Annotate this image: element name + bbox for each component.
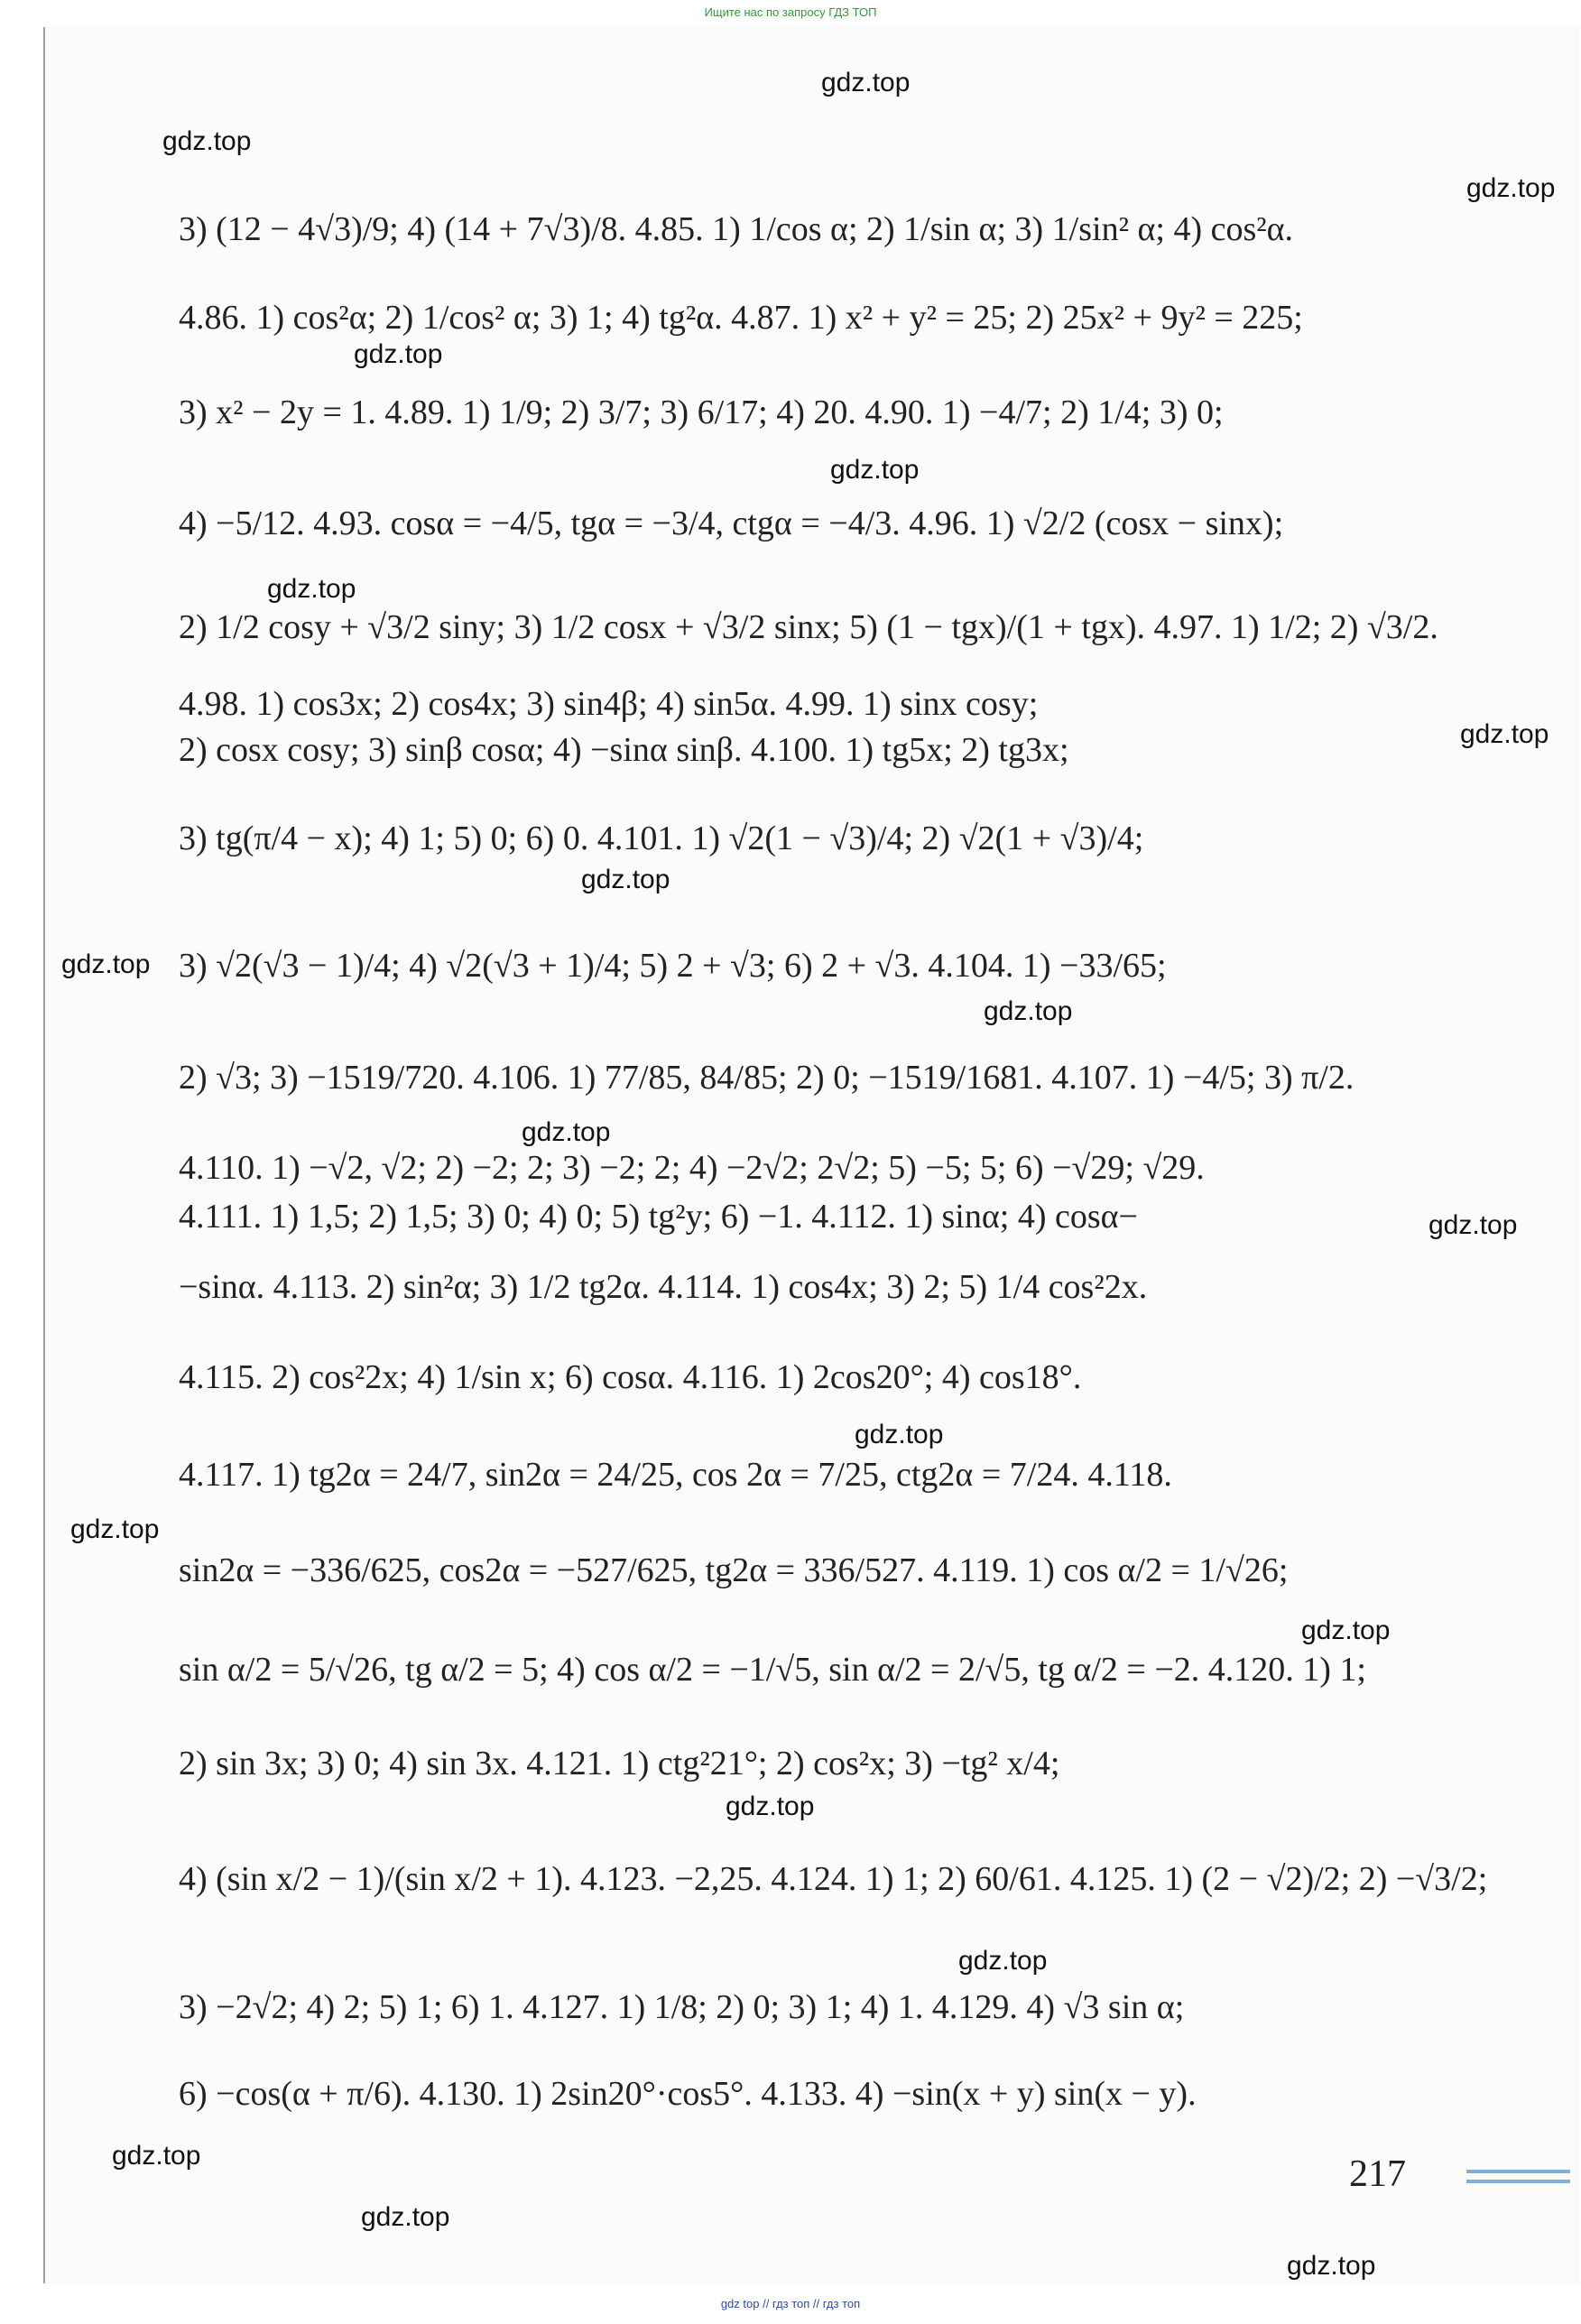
watermark: gdz.top [581, 865, 670, 894]
answer-line: 4.86. 1) cos²α; 2) 1/cos² α; 3) 1; 4) tg²α. 4.87. 1) x² + y² = 25; 2) 25x² + 9y² = 225; [179, 299, 1303, 337]
watermark: gdz.top [1460, 719, 1549, 749]
answer-line: 2) sin 3x; 3) 0; 4) sin 3x. 4.121. 1) ctg²21°; 2) cos²x; 3) −tg² x/4; [179, 1745, 1060, 1782]
answer-line: 4.98. 1) cos3x; 2) cos4x; 3) sin4β; 4) sin5α. 4.99. 1) sinx cosy; [179, 685, 1039, 723]
watermark: gdz.top [855, 1420, 944, 1449]
answer-line: 2) √3; 3) −1519/720. 4.106. 1) 77/85, 84/85; 2) 0; −1519/1681. 4.107. 1) −4/5; 3) π/2. [179, 1059, 1354, 1097]
watermark: gdz.top [821, 68, 911, 97]
watermark: gdz.top [361, 2202, 450, 2232]
watermark: gdz.top [162, 126, 252, 156]
watermark: gdz.top [830, 455, 920, 485]
answer-line: −sinα. 4.113. 2) sin²α; 3) 1/2 tg2α. 4.114. 1) cos4x; 3) 2; 5) 1/4 cos²2x. [179, 1268, 1148, 1306]
answer-line: 6) −cos(α + π/6). 4.130. 1) 2sin20°·cos5°. 4.133. 4) −sin(x + y) sin(x − y). [179, 2075, 1197, 2113]
watermark: gdz.top [112, 2141, 201, 2171]
answer-line: 3) (12 − 4√3)/9; 4) (14 + 7√3)/8. 4.85. 1) 1/cos α; 2) 1/sin α; 3) 1/sin² α; 4) cos²α. [179, 210, 1294, 248]
answer-line: 4.111. 1) 1,5; 2) 1,5; 3) 0; 4) 0; 5) tg²y; 6) −1. 4.112. 1) sinα; 4) cosα− [179, 1198, 1138, 1236]
answer-line: 3) √2(√3 − 1)/4; 4) √2(√3 + 1)/4; 5) 2 + √3; 6) 2 + √3. 4.104. 1) −33/65; [179, 947, 1167, 985]
answer-line: 4) −5/12. 4.93. cosα = −4/5, tgα = −3/4, ctgα = −4/3. 4.96. 1) √2/2 (cosx − sinx); [179, 505, 1284, 542]
watermark: gdz.top [70, 1514, 160, 1544]
answer-line: 4) (sin x/2 − 1)/(sin x/2 + 1). 4.123. −2,25. 4.124. 1) 1; 2) 60/61. 4.125. 1) (2 − √2)/2; 2) −√3/2; [179, 1860, 1488, 1898]
watermark: gdz.top [1466, 173, 1556, 203]
answer-line: 4.115. 2) cos²2x; 4) 1/sin x; 6) cosα. 4.116. 1) 2cos20°; 4) cos18°. [179, 1358, 1082, 1396]
watermark: gdz.top [522, 1117, 611, 1147]
answer-line: 3) tg(π/4 − x); 4) 1; 5) 0; 6) 0. 4.101. 1) √2(1 − √3)/4; 2) √2(1 + √3)/4; [179, 819, 1144, 857]
watermark: gdz.top [1428, 1210, 1518, 1240]
answer-line: 3) x² − 2y = 1. 4.89. 1) 1/9; 2) 3/7; 3) 6/17; 4) 20. 4.90. 1) −4/7; 2) 1/4; 3) 0; [179, 394, 1224, 431]
answer-line: 2) 1/2 cosy + √3/2 siny; 3) 1/2 cosx + √3/2 sinx; 5) (1 − tgx)/(1 + tgx). 4.97. 1) 1/2; 2) √3/2. [179, 608, 1438, 646]
answer-line: 2) cosx cosy; 3) sinβ cosα; 4) −sinα sinβ. 4.100. 1) tg5x; 2) tg3x; [179, 731, 1069, 769]
watermark: gdz.top [984, 996, 1073, 1026]
watermark: gdz.top [1301, 1616, 1391, 1645]
page-decoration-line [1466, 2170, 1570, 2173]
answer-line: sin2α = −336/625, cos2α = −527/625, tg2α = 336/527. 4.119. 1) cos α/2 = 1/√26; [179, 1551, 1289, 1589]
answer-line: 4.110. 1) −√2, √2; 2) −2; 2; 3) −2; 2; 4) −2√2; 2√2; 5) −5; 5; 6) −√29; √29. [179, 1149, 1205, 1187]
watermark: gdz.top [267, 574, 356, 604]
top-search-link[interactable]: Ищите нас по запросу ГДЗ ТОП [704, 5, 877, 19]
page-decoration-line [1466, 2180, 1570, 2183]
answer-line: 4.117. 1) tg2α = 24/7, sin2α = 24/25, cos 2α = 7/25, ctg2α = 7/24. 4.118. [179, 1456, 1172, 1494]
bottom-link[interactable]: gdz top // гдз топ // гдз топ [720, 2297, 861, 2310]
watermark: gdz.top [354, 339, 443, 369]
page-number: 217 [1349, 2153, 1406, 2195]
watermark: gdz.top [1287, 2251, 1376, 2281]
answer-line: 3) −2√2; 4) 2; 5) 1; 6) 1. 4.127. 1) 1/8; 2) 0; 3) 1; 4) 1. 4.129. 4) √3 sin α; [179, 1988, 1185, 2026]
watermark: gdz.top [958, 1946, 1048, 1976]
watermark: gdz.top [726, 1792, 815, 1821]
watermark: gdz.top [61, 949, 151, 979]
answer-line: sin α/2 = 5/√26, tg α/2 = 5; 4) cos α/2 = −1/√5, sin α/2 = 2/√5, tg α/2 = −2. 4.120. 1) 1; [179, 1651, 1366, 1689]
